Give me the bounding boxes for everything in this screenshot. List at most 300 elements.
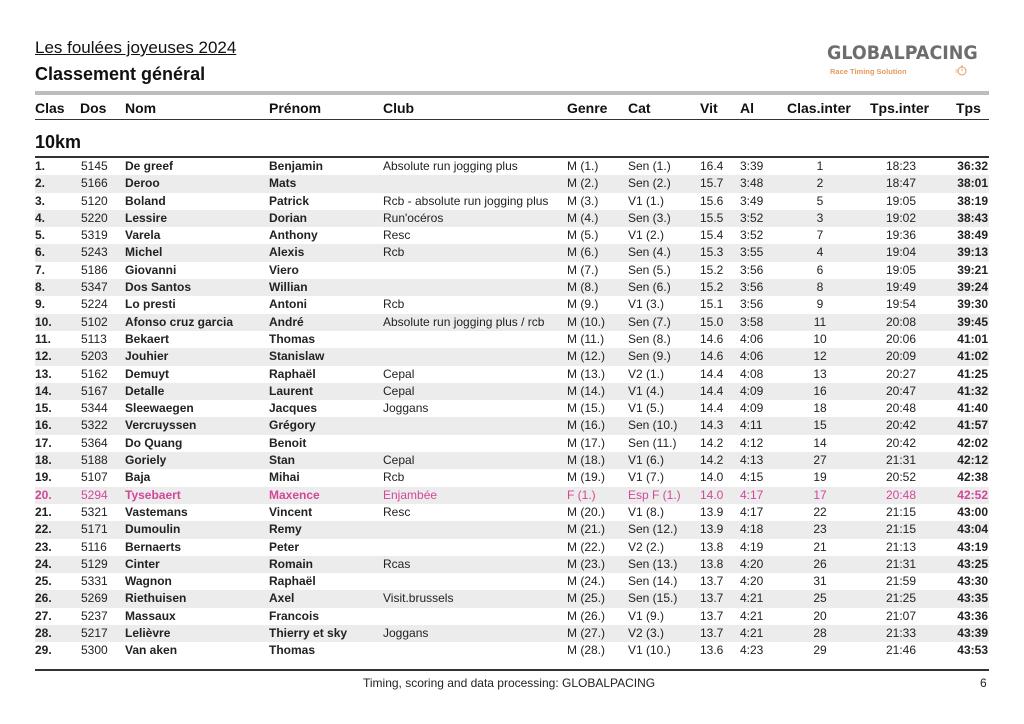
cell-genre: M (3.) <box>567 193 599 208</box>
cell-nom: Cinter <box>125 556 160 571</box>
cell-prenom: Benoit <box>269 435 307 450</box>
table-row <box>35 348 989 365</box>
cell-prenom: Antoni <box>269 297 307 312</box>
cell-clas: 10. <box>35 314 52 329</box>
cell-prenom: Grégory <box>269 418 316 433</box>
cell-genre: M (14.) <box>567 383 606 398</box>
cell-clasinter: 13 <box>813 366 827 381</box>
cell-cat: V1 (8.) <box>628 504 665 519</box>
cell-dos: 5113 <box>81 331 107 346</box>
cell-cat: V1 (10.) <box>628 643 671 658</box>
cell-prenom: Raphaël <box>269 366 316 381</box>
cell-genre: M (1.) <box>567 159 599 173</box>
cell-cat: Sen (10.) <box>628 418 678 433</box>
cell-genre: M (8.) <box>567 280 599 295</box>
cell-cat: Sen (12.) <box>628 522 678 537</box>
cell-genre: M (23.) <box>567 556 606 571</box>
cell-nom: Sleewaegen <box>125 401 194 416</box>
cell-dos: 5237 <box>81 608 108 623</box>
cell-clasinter: 23 <box>813 522 827 537</box>
cell-genre: M (26.) <box>567 608 606 623</box>
table-row <box>35 521 989 538</box>
cell-al: 3:49 <box>740 193 764 208</box>
cell-tpsinter: 21:25 <box>886 591 917 606</box>
cell-dos: 5102 <box>81 314 108 329</box>
cell-al: 3:55 <box>740 245 764 260</box>
cell-tps: 39:24 <box>957 280 988 295</box>
cell-dos: 5167 <box>81 383 108 398</box>
table-row <box>35 262 989 279</box>
cell-prenom: Viero <box>269 262 299 277</box>
cell-tps: 41:01 <box>957 331 988 346</box>
cell-genre: M (15.) <box>567 401 606 416</box>
cell-cat: Esp F (1.) <box>628 487 681 502</box>
cell-prenom: Patrick <box>269 193 310 208</box>
cell-genre: M (17.) <box>567 435 606 450</box>
cell-prenom: Remy <box>269 522 302 537</box>
page-subtitle: Classement général <box>35 64 206 84</box>
cell-genre: M (7.) <box>567 262 599 277</box>
cell-prenom: Mihai <box>269 470 300 485</box>
cell-genre: F (1.) <box>567 487 596 502</box>
cell-vit: 13.6 <box>700 643 724 658</box>
cell-cat: Sen (3.) <box>628 210 671 225</box>
cell-tps: 42:38 <box>957 470 988 485</box>
cell-clasinter: 4 <box>816 245 824 260</box>
cell-nom: Boland <box>125 193 166 208</box>
cell-dos: 5224 <box>81 297 108 312</box>
cell-tpsinter: 20:48 <box>886 401 917 416</box>
cell-clas: 17. <box>35 435 52 450</box>
cell-tpsinter: 19:05 <box>886 193 917 208</box>
cell-tps: 39:21 <box>957 262 988 277</box>
cell-clasinter: 25 <box>813 591 827 606</box>
cell-clasinter: 16 <box>813 383 827 398</box>
col-header-nom: Nom <box>125 100 157 116</box>
cell-nom: Tysebaert <box>125 487 181 502</box>
cell-nom: Dos Santos <box>125 280 192 295</box>
cell-prenom: Thierry et sky <box>269 626 348 641</box>
cell-vit: 15.3 <box>700 245 724 260</box>
cell-club: Rcb - absolute run jogging plus <box>383 193 549 208</box>
table-row <box>35 435 989 452</box>
cell-dos: 5344 <box>81 401 108 416</box>
cell-al: 4:06 <box>740 349 764 364</box>
cell-nom: Goriely <box>125 453 167 468</box>
cell-al: 4:15 <box>740 470 764 485</box>
cell-dos: 5129 <box>81 556 108 571</box>
table-row <box>35 573 989 590</box>
cell-dos: 5107 <box>81 470 108 485</box>
cell-club: Rcb <box>383 470 405 485</box>
cell-genre: M (27.) <box>567 626 606 641</box>
cell-genre: M (6.) <box>567 245 599 260</box>
col-header-tps-inter: Tps.inter <box>870 100 930 116</box>
cell-tps: 43:00 <box>957 504 988 519</box>
cell-tpsinter: 18:47 <box>886 176 917 191</box>
cell-prenom: Anthony <box>269 228 318 243</box>
table-row <box>35 210 989 227</box>
page-number: 6 <box>980 676 987 690</box>
cell-dos: 5321 <box>81 504 108 519</box>
cell-clas: 26. <box>35 591 52 606</box>
cell-clas: 13. <box>35 366 52 381</box>
cell-tpsinter: 21:07 <box>886 608 917 623</box>
cell-cat: Sen (2.) <box>628 176 671 191</box>
cell-vit: 15.2 <box>700 280 724 295</box>
header-divider <box>35 91 989 95</box>
cell-club: Absolute run jogging plus <box>383 159 518 173</box>
cell-clasinter: 12 <box>813 349 827 364</box>
cell-dos: 5217 <box>81 626 108 641</box>
col-header-al: Al <box>740 100 754 116</box>
cell-tpsinter: 20:42 <box>886 435 917 450</box>
cell-al: 3:56 <box>740 280 764 295</box>
cell-genre: M (2.) <box>567 176 599 191</box>
cell-tpsinter: 20:52 <box>886 470 917 485</box>
col-header-tps: Tps <box>956 100 981 116</box>
cell-clas: 12. <box>35 349 52 364</box>
cell-genre: M (22.) <box>567 539 606 554</box>
cell-clas: 23. <box>35 539 52 554</box>
cell-clas: 27. <box>35 608 52 623</box>
cell-tps: 43:36 <box>957 608 988 623</box>
cell-prenom: Stan <box>269 453 296 468</box>
cell-al: 4:09 <box>740 383 764 398</box>
cell-tpsinter: 19:54 <box>886 297 917 312</box>
cell-tpsinter: 20:48 <box>886 487 917 502</box>
cell-vit: 14.4 <box>700 366 724 381</box>
cell-tps: 41:40 <box>957 401 988 416</box>
cell-dos: 5162 <box>81 366 108 381</box>
table-row <box>35 383 989 400</box>
cell-vit: 14.6 <box>700 331 724 346</box>
cell-nom: Wagnon <box>125 574 172 589</box>
cell-clas: 24. <box>35 556 52 571</box>
cell-clas: 20. <box>35 487 52 502</box>
cell-dos: 5300 <box>81 643 108 658</box>
cell-vit: 15.0 <box>700 314 724 329</box>
cell-prenom: Francois <box>269 608 320 623</box>
cell-genre: M (10.) <box>567 314 606 329</box>
cell-tps: 42:12 <box>957 453 988 468</box>
cell-club: Rcas <box>383 556 411 571</box>
cell-al: 4:11 <box>740 418 763 433</box>
cell-vit: 13.7 <box>700 591 724 606</box>
cell-clasinter: 17 <box>813 487 827 502</box>
cell-vit: 15.7 <box>700 176 724 191</box>
cell-nom: Massaux <box>125 608 176 623</box>
cell-vit: 13.8 <box>700 556 724 571</box>
cell-genre: M (4.) <box>567 210 599 225</box>
cell-clas: 29. <box>35 643 52 658</box>
table-row <box>35 556 989 573</box>
cell-cat: Sen (13.) <box>628 556 678 571</box>
cell-al: 4:09 <box>740 401 764 416</box>
cell-vit: 14.3 <box>700 418 724 433</box>
cell-dos: 5322 <box>81 418 108 433</box>
cell-prenom: Willian <box>269 280 308 295</box>
col-header-cat: Cat <box>628 100 651 116</box>
cell-clasinter: 26 <box>813 556 827 571</box>
cell-clasinter: 18 <box>813 401 827 416</box>
cell-tps: 43:35 <box>957 591 988 606</box>
cell-prenom: Benjamin <box>269 159 324 173</box>
table-row <box>35 487 989 504</box>
cell-genre: M (28.) <box>567 643 606 658</box>
table-row <box>35 452 989 469</box>
table-row <box>35 608 989 625</box>
cell-al: 3:56 <box>740 262 764 277</box>
cell-genre: M (13.) <box>567 366 606 381</box>
cell-tps: 43:25 <box>957 556 988 571</box>
cell-clasinter: 2 <box>816 176 824 191</box>
cell-prenom: Thomas <box>269 643 316 658</box>
cell-club: Joggans <box>383 401 429 416</box>
cell-tps: 38:43 <box>957 210 988 225</box>
cell-clas: 3. <box>35 193 46 208</box>
cell-clasinter: 14 <box>813 435 827 450</box>
table-row <box>35 366 989 383</box>
cell-tpsinter: 18:23 <box>886 159 917 173</box>
cell-al: 4:19 <box>740 539 764 554</box>
cell-tps: 36:32 <box>957 159 988 173</box>
cell-clasinter: 31 <box>813 574 827 589</box>
table-row <box>35 417 989 434</box>
cell-prenom: Alexis <box>269 245 305 260</box>
cell-dos: 5331 <box>81 574 108 589</box>
cell-al: 4:17 <box>740 504 764 519</box>
cell-prenom: Raphaël <box>269 574 316 589</box>
cell-club: Resc <box>383 504 411 519</box>
cell-vit: 15.5 <box>700 210 724 225</box>
cell-prenom: Stanislaw <box>269 349 325 364</box>
table-row <box>35 279 989 296</box>
table-row <box>35 314 989 331</box>
cell-nom: Deroo <box>125 176 160 191</box>
cell-tpsinter: 21:31 <box>886 556 917 571</box>
cell-dos: 5171 <box>81 522 108 537</box>
cell-tps: 43:04 <box>957 522 988 537</box>
cell-clas: 19. <box>35 470 52 485</box>
results-table <box>35 158 989 660</box>
cell-cat: V1 (9.) <box>628 608 665 623</box>
cell-nom: Michel <box>125 245 163 260</box>
cell-dos: 5269 <box>81 591 108 606</box>
cell-tps: 41:32 <box>957 383 988 398</box>
cell-tpsinter: 21:15 <box>886 504 917 519</box>
cell-tpsinter: 21:13 <box>886 539 917 554</box>
cell-vit: 14.6 <box>700 349 724 364</box>
cell-al: 4:21 <box>740 626 764 641</box>
cell-club: Cepal <box>383 383 415 398</box>
cell-al: 4:18 <box>740 522 764 537</box>
cell-clasinter: 9 <box>816 297 824 312</box>
cell-club: Rcb <box>383 297 405 312</box>
cell-club: Resc <box>383 228 411 243</box>
cell-clasinter: 7 <box>816 228 824 243</box>
cell-cat: Sen (4.) <box>628 245 671 260</box>
table-bottom-line <box>35 669 989 671</box>
cell-tpsinter: 19:36 <box>886 228 917 243</box>
header-underline <box>35 119 989 120</box>
cell-tps: 43:39 <box>957 626 988 641</box>
cell-cat: Sen (9.) <box>628 349 671 364</box>
cell-clas: 25. <box>35 574 52 589</box>
cell-genre: M (11.) <box>567 331 605 346</box>
cell-club: Run'océros <box>383 210 444 225</box>
cell-nom: Jouhier <box>125 349 169 364</box>
table-row <box>35 227 989 244</box>
cell-prenom: Romain <box>269 556 314 571</box>
table-row <box>35 175 989 192</box>
cell-tpsinter: 21:33 <box>886 626 917 641</box>
cell-cat: V1 (7.) <box>628 470 665 485</box>
table-row <box>35 504 989 521</box>
cell-club: Cepal <box>383 453 415 468</box>
cell-al: 4:21 <box>740 591 764 606</box>
cell-prenom: Dorian <box>269 210 308 225</box>
col-header-club: Club <box>383 100 415 116</box>
cell-tpsinter: 21:59 <box>886 574 917 589</box>
cell-vit: 14.4 <box>700 401 724 416</box>
cell-genre: M (9.) <box>567 297 599 312</box>
cell-tpsinter: 20:42 <box>886 418 917 433</box>
cell-cat: V1 (5.) <box>628 401 665 416</box>
cell-tps: 38:19 <box>957 193 988 208</box>
cell-al: 3:39 <box>740 159 764 173</box>
cell-tps: 39:30 <box>957 297 988 312</box>
cell-nom: Bernaerts <box>125 539 182 554</box>
cell-dos: 5186 <box>81 262 108 277</box>
table-row <box>35 400 989 417</box>
cell-clasinter: 6 <box>816 262 824 277</box>
cell-tpsinter: 19:04 <box>886 245 917 260</box>
cell-club: Visit.brussels <box>383 591 454 606</box>
cell-nom: Riethuisen <box>125 591 187 606</box>
cell-nom: Bekaert <box>125 331 170 346</box>
cell-genre: M (12.) <box>567 349 606 364</box>
cell-tps: 42:52 <box>957 487 988 502</box>
logo-tagline: Race Timing Solution <box>830 67 907 76</box>
cell-vit: 15.2 <box>700 262 724 277</box>
cell-tps: 43:30 <box>957 574 988 589</box>
cell-cat: V2 (2.) <box>628 539 665 554</box>
cell-vit: 15.4 <box>700 228 724 243</box>
cell-genre: M (24.) <box>567 574 606 589</box>
cell-cat: Sen (8.) <box>628 331 671 346</box>
cell-nom: Giovanni <box>125 262 177 277</box>
cell-nom: Varela <box>125 228 161 243</box>
cell-tps: 39:13 <box>957 245 988 260</box>
logo-name: GLOBALPACING <box>827 42 978 64</box>
cell-clasinter: 11 <box>813 314 827 329</box>
cell-clas: 21. <box>35 504 52 519</box>
cell-vit: 14.2 <box>700 453 724 468</box>
cell-genre: M (21.) <box>567 522 606 537</box>
cell-prenom: Maxence <box>269 487 320 502</box>
cell-club: Absolute run jogging plus / rcb <box>383 314 545 329</box>
cell-clas: 18. <box>35 453 52 468</box>
col-header-genre: Genre <box>567 100 608 116</box>
cell-nom: Detalle <box>125 383 165 398</box>
cell-dos: 5294 <box>81 487 108 502</box>
cell-al: 4:20 <box>740 556 764 571</box>
cell-tpsinter: 19:49 <box>886 280 917 295</box>
cell-cat: Sen (15.) <box>628 591 678 606</box>
cell-tpsinter: 21:15 <box>886 522 917 537</box>
cell-clasinter: 22 <box>813 504 827 519</box>
cell-nom: Lo presti <box>125 297 176 312</box>
cell-dos: 5347 <box>81 280 108 295</box>
cell-cat: V1 (2.) <box>628 228 665 243</box>
cell-dos: 5166 <box>81 176 108 191</box>
cell-tps: 41:25 <box>957 366 988 381</box>
cell-dos: 5220 <box>81 210 108 225</box>
cell-tps: 38:01 <box>957 176 988 191</box>
cell-vit: 13.9 <box>700 522 724 537</box>
cell-tpsinter: 20:06 <box>886 331 917 346</box>
cell-dos: 5203 <box>81 349 108 364</box>
cell-clas: 22. <box>35 522 52 537</box>
cell-club: Cepal <box>383 366 415 381</box>
cell-clas: 6. <box>35 245 46 260</box>
cell-tpsinter: 21:46 <box>886 643 917 658</box>
table-row <box>35 642 989 659</box>
col-header-vit: Vit <box>700 100 718 116</box>
table-row <box>35 590 989 607</box>
cell-genre: M (25.) <box>567 591 606 606</box>
cell-dos: 5188 <box>81 453 108 468</box>
cell-tps: 42:02 <box>957 435 988 450</box>
cell-clasinter: 5 <box>816 193 824 208</box>
cell-cat: V1 (4.) <box>628 383 665 398</box>
cell-tps: 41:02 <box>957 349 988 364</box>
stopwatch-icon <box>955 64 967 76</box>
cell-clas: 11. <box>35 331 52 346</box>
cell-genre: M (19.) <box>567 470 606 485</box>
col-header-clas: Clas <box>35 100 65 116</box>
globalpacing-logo <box>827 42 978 82</box>
cell-clas: 4. <box>35 210 46 225</box>
cell-nom: Do Quang <box>125 435 183 450</box>
table-row <box>35 296 989 313</box>
table-row <box>35 331 989 348</box>
cell-clas: 8. <box>35 280 46 295</box>
event-title: Les foulées joyeuses 2024 <box>35 38 237 57</box>
cell-vit: 15.6 <box>700 193 724 208</box>
cell-genre: M (18.) <box>567 453 606 468</box>
col-header-clas-inter: Clas.inter <box>787 100 851 116</box>
cell-vit: 13.8 <box>700 539 724 554</box>
col-header-prenom: Prénom <box>269 100 322 116</box>
cell-prenom: Laurent <box>269 383 314 398</box>
cell-clasinter: 19 <box>813 470 827 485</box>
table-row <box>35 539 989 556</box>
cell-nom: De greef <box>125 159 174 173</box>
cell-cat: Sen (7.) <box>628 314 671 329</box>
cell-vit: 13.9 <box>700 504 724 519</box>
cell-tpsinter: 19:02 <box>886 210 917 225</box>
cell-al: 4:23 <box>740 643 764 658</box>
cell-nom: Van aken <box>125 643 178 658</box>
section-title: 10km <box>35 132 82 152</box>
table-row <box>35 158 989 175</box>
cell-al: 4:20 <box>740 574 764 589</box>
cell-al: 3:48 <box>740 176 764 191</box>
cell-clasinter: 27 <box>813 453 827 468</box>
cell-vit: 13.7 <box>700 608 724 623</box>
